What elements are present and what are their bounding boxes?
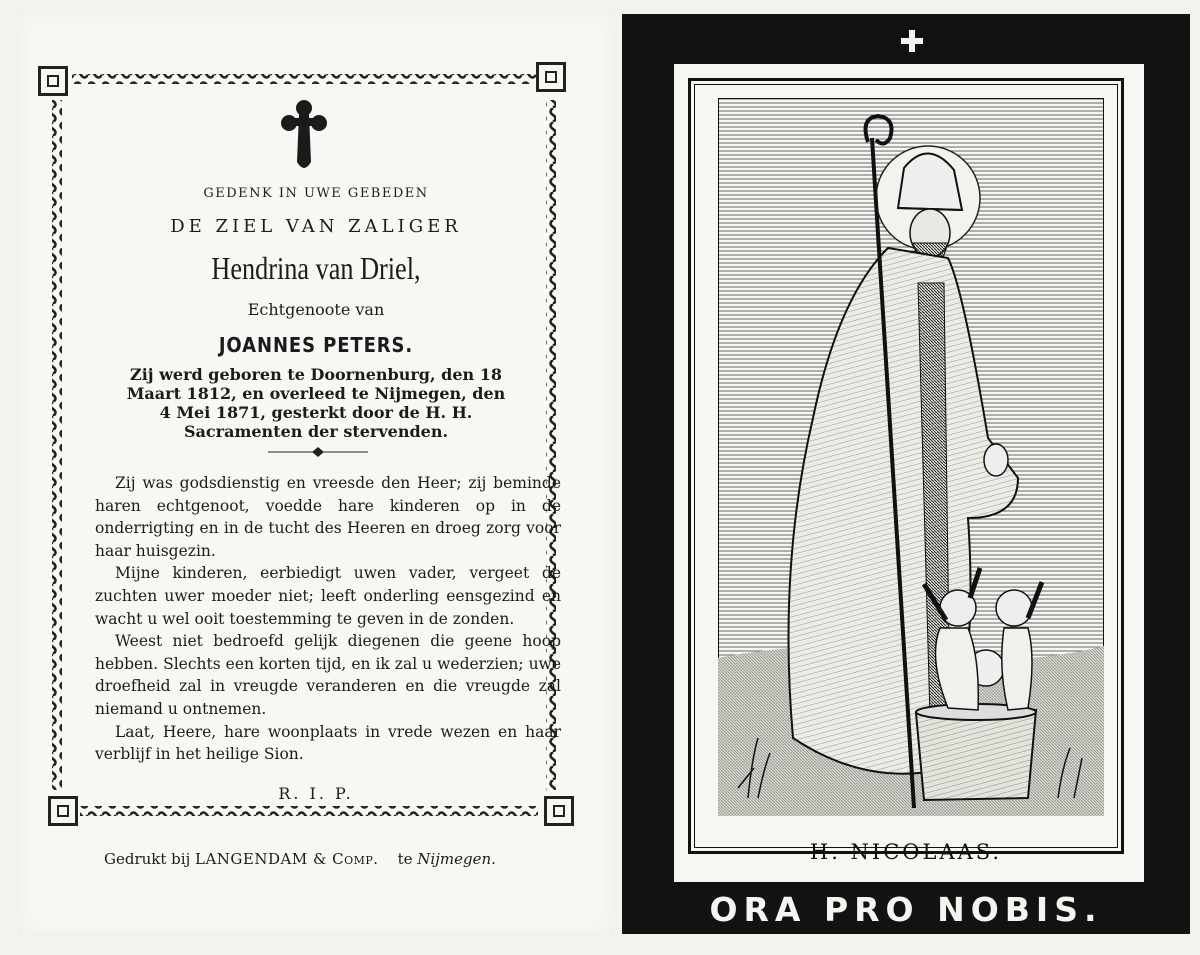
bio-line-3: 4 Mei 1871, gesterkt door de H. H. [159,403,473,422]
spouse-name: JOANNES PETERS. [218,333,414,357]
paragraph-1: Zij was godsdienstig en vreesde den Heer; zij beminde haren echtgenoot, voedde hare kinderen op in de onderrigting en in de tucht des Heeren en droeg zorg voor haar huisgezin. [95,474,561,560]
saint-nicholas-engraving [718,98,1104,816]
bio-line-1: Zij werd geboren te Doornenburg, den 18 [130,365,502,384]
ora-pro-nobis-motto: ORA PRO NOBIS. [709,890,1103,929]
saint-image-card [622,14,1190,934]
memorial-text-card [18,10,614,935]
printer-line [104,850,496,868]
header-large: DE ZIEL VAN ZALIGER [170,216,462,237]
saint-caption: H. NICOLAAS. [809,840,1003,864]
relation-text: Echtgenoote van [247,300,385,319]
memorial-text [95,472,561,766]
paragraph-2: Mijne kinderen, eerbiedigt uwen vader, vergeet de zuchten uwer moeder niet; leeft onderling eensgezind en wacht u wel ooit toestemming te geven in de zonden. [95,564,561,628]
paragraph-4: Laat, Heere, hare woonplaats in vrede wezen en haar verblijf in het heilige Sion. [95,722,561,764]
divider-ornament [268,447,368,457]
header-small: GEDENK IN UWE GEBEDEN [203,186,429,201]
rip-text: R. I. P. [278,784,354,803]
cross-icon [901,30,923,52]
printer-prefix: Gedrukt bij [104,850,191,868]
corner-ornament-top-left [38,66,68,96]
cross-fleury-icon [279,96,329,172]
bio-line-4: Sacramenten der stervenden. [183,422,449,441]
paragraph-3: Weest niet bedroefd gelijk diegenen die geene hoop hebben. Slechts een korten tijd, en ik zal u wederzien; uwe droefheid zal in vreugde veranderen en die vreugde zal niemand u ontnemen. [95,632,561,718]
printer-company: LANGENDAM & Comp. [195,850,379,868]
printer-te: te [397,850,413,868]
bio-line-2: Maart 1812, en overleed te Nijmegen, den [126,384,506,403]
corner-ornament-top-right [536,62,566,92]
deceased-name: Hendrina van Driel, [211,250,421,286]
printer-city: Nijmegen. [417,850,496,868]
